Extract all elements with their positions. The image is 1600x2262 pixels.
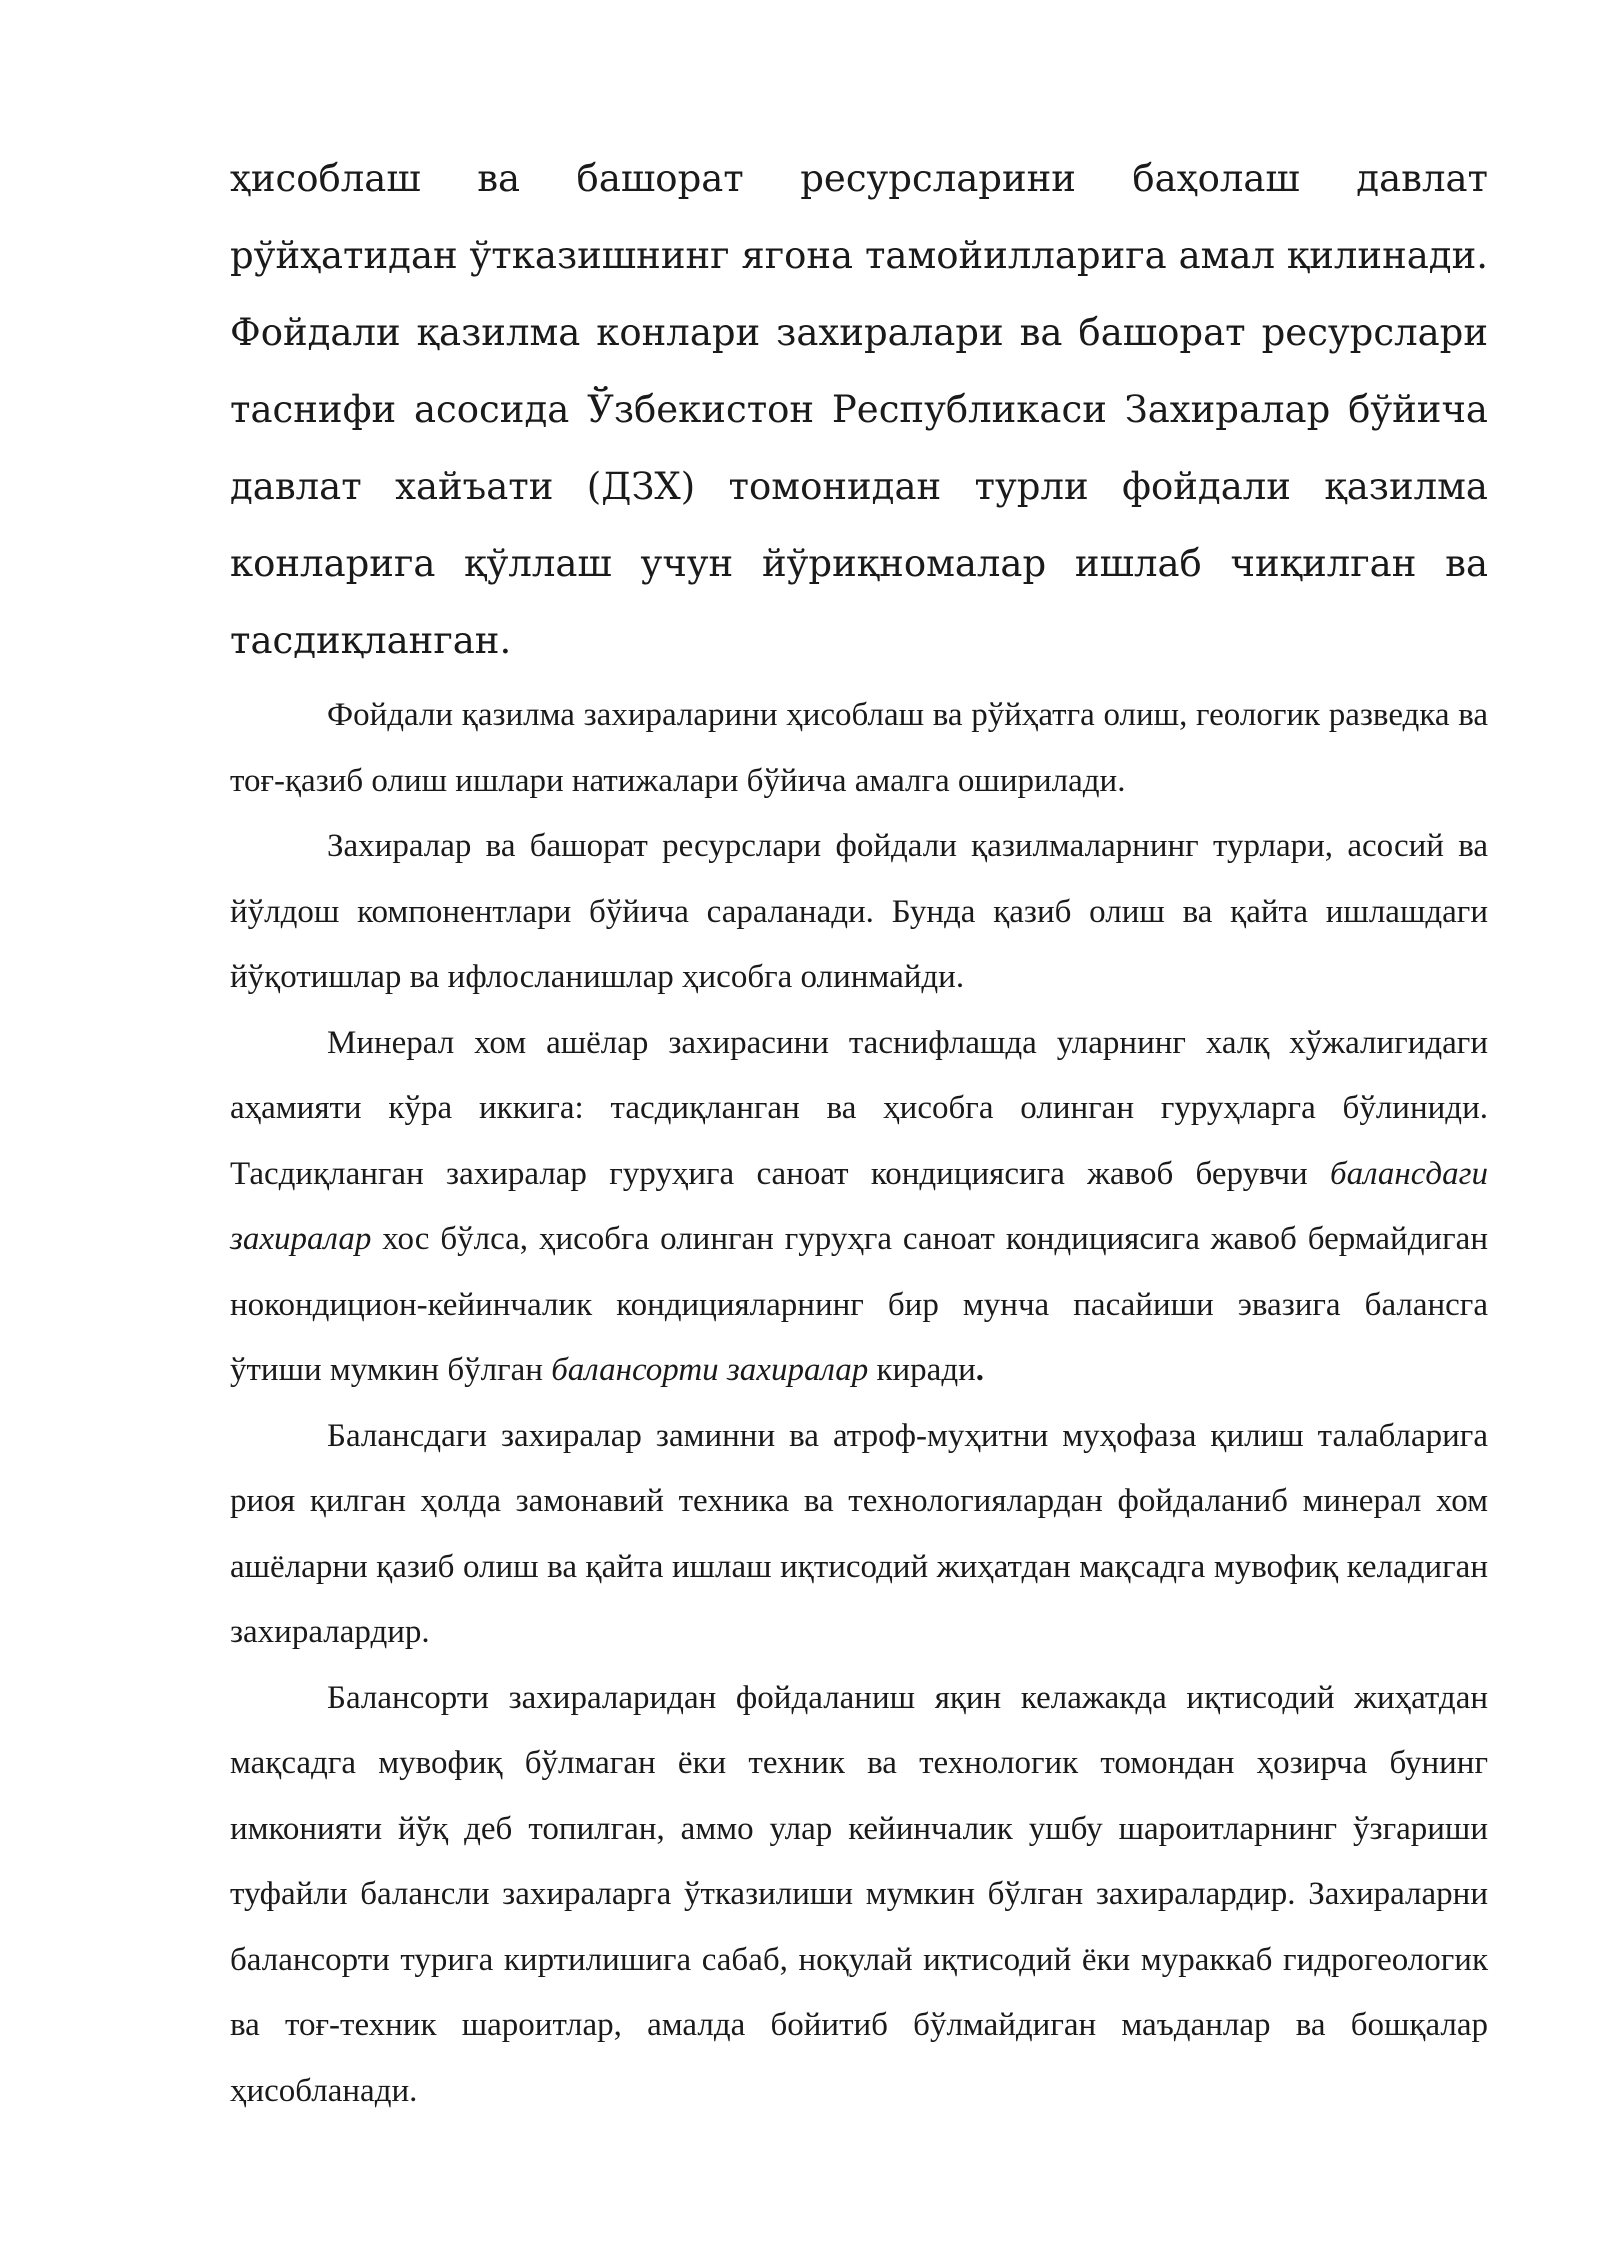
paragraph-continued: ҳисоблаш ва башорат ресурсларини баҳолаш давлат рўйҳатидан ўтказишнинг ягона тамойилларига амал қилинади. Фойдали қазилма конлари захиралари ва башорат ресурслари таснифи асосида Ўзбекистон Республикаси Захиралар бўйича давлат хайъати (ДЗХ) томонидан турли фойдали қазилма конларига қўллаш учун йўриқномалар ишлаб чиқилган ва тасдиқланган.	[230, 157, 1488, 662]
paragraph-balance-reserves: Балансдаги захиралар заминни ва атроф-муҳитни муҳофаза қилиш талабларига риоя қилган ҳолда замонавий техника ва технологиялардан фойдаланиб минерал хом ашёларни қазиб олиш ва қайта ишлаш иқтисодий жиҳатдан мақсадга мувофиқ келадиган захиралардир.	[230, 1417, 1488, 1650]
paragraph-calculation: Фойдали қазилма захираларини ҳисоблаш ва рўйҳатга олиш, геологик разведка ва тоғ-қазиб олиш ишлари натижалари бўйича амалга оширилади.	[230, 697, 1488, 799]
italic-term-balance-reserves: балансдаги захиралар	[230, 1155, 1488, 1257]
text-span: хос бўлса, ҳисобга олинган гуруҳга саноат кондициясига жавоб бермайдиган нокондицион-кейинчалик кондицияларнинг бир мунча пасайиши эвазига балансга ўтиши мумкин бўлган	[230, 1221, 1488, 1388]
paragraph-classification: Захиралар ва башорат ресурслари фойдали қазилмаларнинг турлари, асосий ва йўлдош компонентлари бўйича сараланади. Бунда қазиб олиш ва қайта ишлашдаги йўқотишлар ва ифлосланишлар ҳисобга олинмайди.	[230, 828, 1488, 995]
text-span: Минерал хом ашёлар захирасини таснифлашда уларнинг халқ хўжалигидаги аҳамияти кўра иккига: тасдиқланган ва ҳисобга олинган гуруҳларга бўлиниди. Тасдиқланган захиралар гуруҳига саноат кондициясига жавоб берувчи	[230, 1024, 1488, 1192]
document-body	[230, 140, 1488, 2124]
paragraph-reserve-groups	[230, 1011, 1488, 1404]
paragraph-off-balance-reserves: Балансорти захираларидан фойдаланиш яқин келажакда иқтисодий жиҳатдан мақсадга мувофиқ бўлмаган ёки техник ва технологик томондан ҳозирча бунинг имконияти йўқ деб топилган, аммо улар кейинчалик ушбу шароитларнинг ўзгариши туфайли балансли захираларга ўтказилиши мумкин бўлган захиралардир. Захираларни балансорти турига киртилишига сабаб, ноқулай иқтисодий ёки мураккаб гидрогеологик ва тоғ-техник шароитлар, амалда бойитиб бўлмайдиган маъданлар ва бошқалар ҳисобланади.	[230, 1679, 1488, 2109]
text-span: киради	[868, 1352, 976, 1388]
italic-term-off-balance-reserves: балансорти захиралар	[551, 1352, 869, 1388]
bold-period: .	[975, 1352, 985, 1388]
